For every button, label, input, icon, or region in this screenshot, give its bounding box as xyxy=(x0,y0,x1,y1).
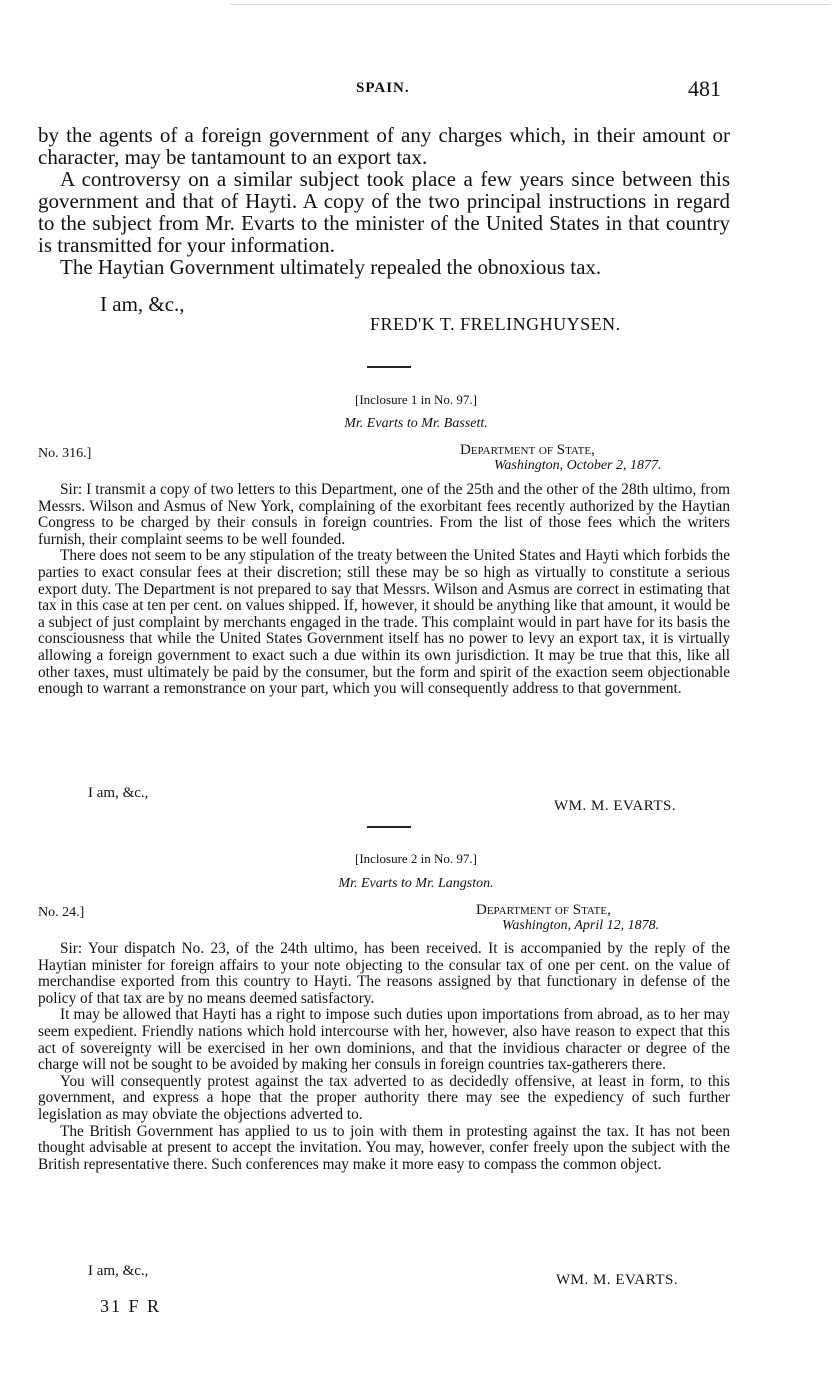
inclosure-2-label: [Inclosure 2 in No. 97.] xyxy=(354,851,478,866)
inclosure-2-paragraph: You will consequently protest against the tax adverted to as decidedly offensive, at least in form, to this government, and express a hope that the proper authority there may see the expediency of such further legislation as may obviate the objections adverted to. xyxy=(38,1072,730,1123)
running-title: SPAIN. xyxy=(356,80,410,96)
inclosure-1-department: Department of State, xyxy=(460,442,595,458)
inclosure-1-signature: WM. M. EVARTS. xyxy=(554,798,677,814)
letter-paragraph: The Haytian Government ultimately repealed the obnoxious tax. xyxy=(60,255,602,279)
inclosure-1-heading: Mr. Evarts to Mr. Bassett. xyxy=(344,416,488,431)
page-number: 481 xyxy=(688,76,721,101)
letter-body xyxy=(38,124,730,278)
inclosure-2-paragraph: It may be allowed that Hayti has a right to impose such duties upon importations from abroad, as to her may seem expedient. Friendly nations which hold intercourse with her, however, also have reason to expect that this act of sovereignty will be exercised in her own dominions, and that the invidious character or degree of the charge will not be sought to be avoided by making her consuls in foreign countries tax-gatherers there. xyxy=(38,1006,730,1074)
letter-paragraph: A controversy on a similar subject took place a few years since between this government and that of Hayti. A copy of the two principal instructions in regard to the subject from Mr. Evarts to the minister of the United States in that country is transmitted for your information. xyxy=(38,167,730,257)
inclosure-1-paragraph: There does not seem to be any stipulation of the treaty between the United States and Hayti which forbids the parties to exact consular fees at their discretion; still these may be so high as virtually to constitute a serious export duty. The Department is not prepared to say that Messrs. Wilson and Asmus are correct in estimating that tax in this case at ten per cent. on values shipped. If, however, it should be anything like that amount, it would be a subject of just complaint by merchants engaged in the trade. This complaint would in part have for its basis the consciousness that while the United States Government itself has no power to levy an export tax, it is virtually allowing a foreign government to exact such a due within its own jurisdiction. It may be true that this, like all other taxes, must ultimately be paid by the consumer, but the form and spirit of the exaction seem objectionable enough to warrant a remonstrance on your part, which you will consequently address to that government. xyxy=(38,547,730,698)
letter-paragraph: by the agents of a foreign government of any charges which, in their amount or character, may be tantamount to an export tax. xyxy=(38,123,730,169)
inclosure-2-number: No. 24.] xyxy=(38,905,85,920)
inclosure-2-paragraph: The British Government has applied to us to join with them in protesting against the tax. It has not been thought advisable at present to accept the invitation. You may, however, confer freely upon the subject with the British representative there. Such conferences may make it more easy to compass the common object. xyxy=(38,1122,730,1173)
signature-mark: 31 F R xyxy=(100,1296,162,1316)
inclosure-2-signature: WM. M. EVARTS. xyxy=(556,1272,679,1288)
inclosure-2-body xyxy=(38,941,730,1173)
letter-closing: I am, &c., xyxy=(100,292,185,316)
section-divider xyxy=(367,826,411,828)
inclosure-1-paragraph: Sir: I transmit a copy of two letters to this Department, one of the 25th and the other of the 28th ultimo, from Messrs. Wilson and Asmus of New York, complaining of the exorbitant fees recently authorized by the Haytian Congress to be charged by their consuls in foreign countries. From the list of those fees which the writers furnish, their complaint seems to be well founded. xyxy=(38,481,730,548)
inclosure-1-label: [Inclosure 1 in No. 97.] xyxy=(354,392,478,407)
inclosure-1-closing: I am, &c., xyxy=(88,785,149,801)
inclosure-1-number: No. 316.] xyxy=(38,446,92,461)
top-edge-rule xyxy=(230,4,830,5)
letter-signature: FRED'K T. FRELINGHUYSEN. xyxy=(370,314,621,334)
inclosure-2-heading: Mr. Evarts to Mr. Langston. xyxy=(338,876,494,891)
inclosure-1-body xyxy=(38,482,730,698)
inclosure-2-department: Department of State, xyxy=(476,902,611,918)
inclosure-2-closing: I am, &c., xyxy=(88,1263,149,1279)
inclosure-2-paragraph: Sir: Your dispatch No. 23, of the 24th ultimo, has been received. It is accompanied by the reply of the Haytian minister for foreign affairs to your note objecting to the consular tax of one per cent. on the value of merchandise exported from this country to Hayti. The reasons assigned by that functionary in defense of the policy of that tax are by no means deemed satisfactory. xyxy=(38,940,730,1007)
inclosure-2-date: Washington, April 12, 1878. xyxy=(502,918,660,933)
section-divider xyxy=(367,366,411,368)
inclosure-1-date: Washington, October 2, 1877. xyxy=(494,458,662,473)
